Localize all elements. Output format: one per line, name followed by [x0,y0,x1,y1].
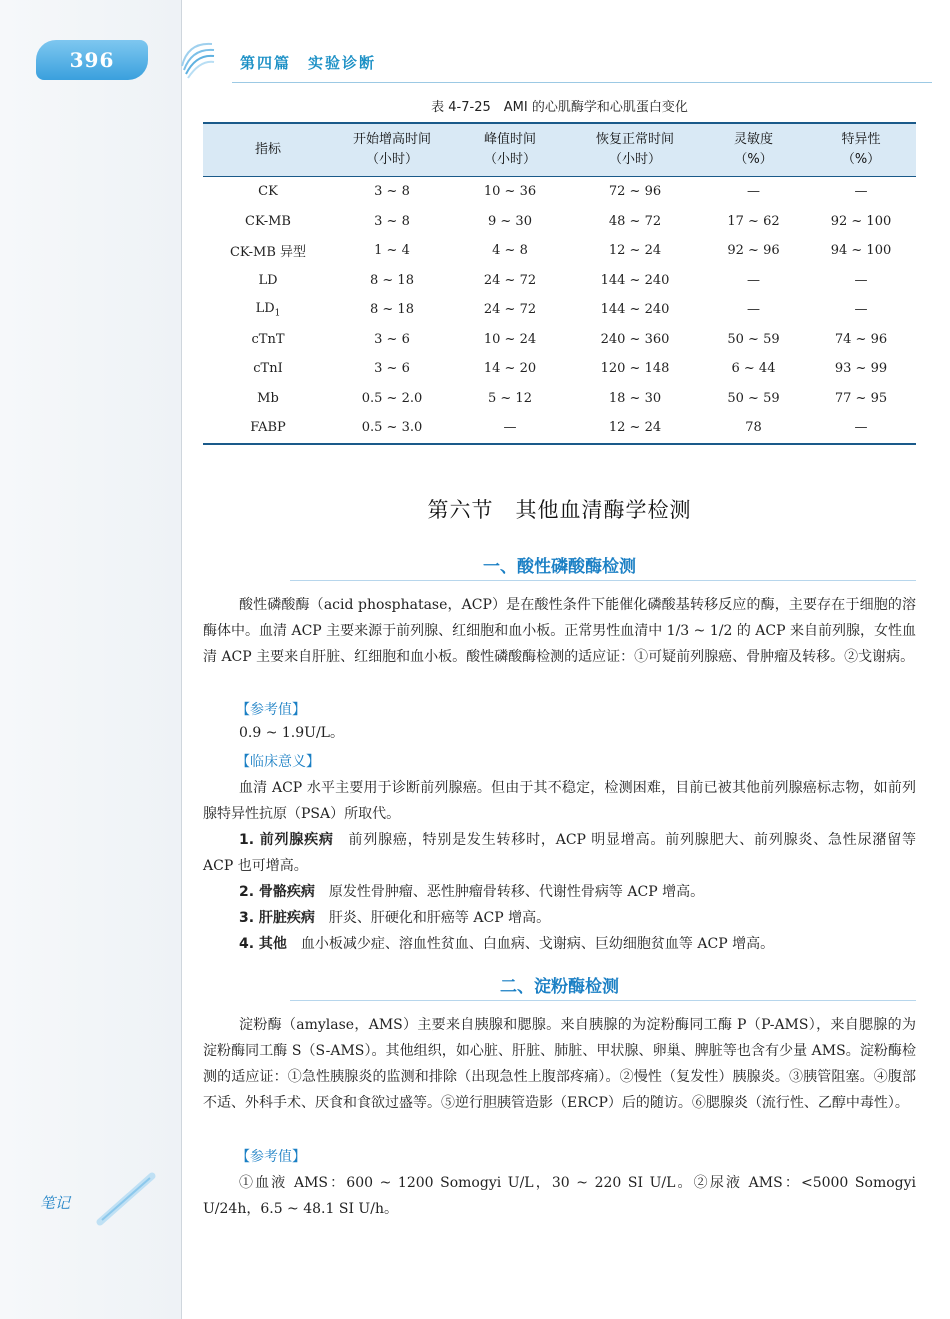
acp-item-bone: 2. 骨骼疾病 原发性骨肿瘤、恶性肿瘤骨转移、代谢性骨病等 ACP 增高。 [239,884,705,900]
cell-peak: 4 ~ 8 [492,243,528,259]
table-row [203,384,916,414]
table-row [203,354,916,384]
cell-peak: 24 ~ 72 [483,302,537,318]
cell-recovery: 120 ~ 148 [600,361,670,377]
cell-onset: 3 ~ 8 [374,213,410,229]
cell-peak: 24 ~ 72 [483,272,537,288]
margin-sidebar [0,0,182,1319]
cell-specificity: 92 ~ 100 [830,213,892,229]
acp-clinical-paragraph: 血清 ACP 水平主要用于诊断前列腺癌。但由于其不稳定，检测困难，目前已被其他前列腺癌标志物，如前列腺特异性抗原（PSA）所取代。 [203,780,916,822]
ams-intro-paragraph: 淀粉酶（amylase，AMS）主要来自胰腺和腮腺。来自胰腺的为淀粉酶同工酶 P（P-AMS），来自腮腺的为淀粉酶同工酶 S（S-AMS）。其他组织，如心脏、肝脏、肺脏、甲状腺、卵巢、脾脏等也含有少量 AMS。淀粉酶检测的适应证：①急性胰腺炎的监测和排除（出现急性上腹部疼痛）。②慢性（复发性）胰腺炎。③胰管阻塞。④腹部不适、外科手术、厌食和食欲过盛等。⑤逆行胆胰管造影（ERCP）后的随访。⑥腮腺炎（流行性、乙醇中毒性）。 [203,1017,916,1111]
cell-sensitivity: 6 ~ 44 [731,361,776,377]
cell-peak: 14 ~ 20 [483,361,537,377]
column-header: 恢复正常时间 （小时） [569,123,701,177]
table-row [203,177,916,207]
table-row [203,266,916,296]
cell-sensitivity: — [747,184,760,200]
section-title: 第六节 其他血清酶学检测 [427,498,692,522]
page-number-badge: 396 [36,40,148,80]
cell-recovery: 144 ~ 240 [600,272,670,288]
column-header: 峰值时间 （小时） [451,123,569,177]
cell-sensitivity: 50 ~ 59 [727,390,780,406]
cell-sensitivity: — [747,272,760,288]
cell-recovery: 144 ~ 240 [600,302,670,318]
cell-indicator: cTnT [251,331,285,347]
cell-sensitivity: 17 ~ 62 [727,213,780,229]
header-rule [232,82,932,83]
acp-intro-paragraph: 酸性磷酸酶（acid phosphatase，ACP）是在酸性条件下能催化磷酸基转移反应的酶，主要存在于细胞的溶酶体中。血清 ACP 主要来源于前列腺、红细胞和血小板。正常男性血清中 1/3 ~ 1/2 的 ACP 来自前列腺，女性血清 ACP 主要来自肝脏、红细胞和血小板。酸性磷酸酶检测的适应证：①可疑前列腺癌、骨肿瘤及转移。②戈谢病。 [203,597,916,665]
cell-indicator: Mb [257,390,279,406]
table-row [203,295,916,325]
subsection-title-ams: 二、淀粉酶检测 [500,977,619,997]
table-row [203,236,916,266]
cell-recovery: 240 ~ 360 [600,331,670,347]
cell-onset: 3 ~ 8 [374,184,410,200]
acp-item-prostate: 1. 前列腺疾病 前列腺癌，特别是发生转移时，ACP 明显增高。前列腺肥大、前列腺炎、急性尿潴留等 ACP 也可增高。 [203,832,916,874]
ams-reference-value: ①血液 AMS：600 ~ 1200 Somogyi U/L，30 ~ 220 SI U/L。②尿液 AMS：<5000 Somogyi U/24h，6.5 ~ 48.1 SI U/h。 [203,1175,916,1217]
cell-onset: 1 ~ 4 [374,243,410,259]
cardiac-markers-table [203,122,916,445]
cell-indicator: FABP [203,413,333,444]
cell-indicator: CK-MB 异型 [229,245,307,261]
table-row [203,207,916,237]
cell-sensitivity: 92 ~ 96 [727,243,780,259]
cell-specificity: — [854,272,868,288]
swirl-logo-icon [178,36,218,82]
cell-specificity: 93 ~ 99 [834,361,888,377]
notes-label: 笔记 [40,1194,71,1212]
cell-recovery: 12 ~ 24 [569,413,701,444]
table-caption: 表 4-7-25 AMI 的心肌酶学和心肌蛋白变化 [431,100,688,115]
cell-onset: 8 ~ 18 [370,272,414,288]
cell-peak: 10 ~ 24 [483,331,537,347]
cell-onset: 0.5 ~ 2.0 [361,390,423,406]
acp-reference-value: 0.9 ~ 1.9U/L。 [239,725,344,741]
column-header: 特异性 （%） [806,123,916,177]
chapter-title: 第四篇 实验诊断 [240,54,377,72]
ams-reference-tag: 【参考值】 [236,1149,306,1165]
cell-recovery: 12 ~ 24 [608,243,662,259]
cell-recovery: 18 ~ 30 [608,390,662,406]
table-row [203,325,916,355]
subsection-rule [290,580,916,581]
cell-onset: 8 ~ 18 [370,302,414,318]
acp-item-other: 4. 其他 血小板减少症、溶血性贫血、白血病、戈谢病、巨幼细胞贫血等 ACP 增高。 [239,936,775,952]
table-row [203,413,916,444]
column-header: 指标 [203,123,333,177]
cell-peak: — [451,413,569,444]
cell-peak: 9 ~ 30 [488,213,532,229]
acp-clinical-tag: 【临床意义】 [236,754,320,770]
margin-divider [181,0,182,1319]
cell-sensitivity: 78 [701,413,806,444]
cell-sensitivity: 50 ~ 59 [727,331,780,347]
column-header: 开始增高时间 （小时） [333,123,451,177]
cell-indicator: LD [258,272,278,288]
column-header: 灵敏度 （%） [701,123,806,177]
cell-indicator: cTnI [253,361,283,377]
cell-onset: 3 ~ 6 [374,361,410,377]
subsection-title-acp: 一、酸性磷酸酶检测 [483,557,636,577]
cell-indicator: CK-MB [245,213,291,229]
cell-recovery: 72 ~ 96 [608,184,662,200]
acp-reference-tag: 【参考值】 [236,702,306,718]
table-body [203,177,916,444]
cell-indicator: CK [258,184,278,200]
cell-recovery: 48 ~ 72 [608,213,662,229]
cell-specificity: 77 ~ 95 [834,390,888,406]
cell-onset: 3 ~ 6 [374,331,410,347]
subsection-rule [290,1000,916,1001]
cell-onset: 0.5 ~ 3.0 [333,413,451,444]
cell-specificity: — [854,302,868,318]
cell-specificity: 74 ~ 96 [834,331,888,347]
cell-specificity: — [854,184,868,200]
cell-specificity: — [806,413,916,444]
acp-item-liver: 3. 肝脏疾病 肝炎、肝硬化和肝癌等 ACP 增高。 [239,910,551,926]
cell-sensitivity: — [747,302,760,318]
cell-peak: 5 ~ 12 [488,390,532,406]
cell-peak: 10 ~ 36 [483,184,537,200]
cell-specificity: 94 ~ 100 [830,243,892,259]
table-header-row [203,123,916,177]
cell-indicator: $LD_1$ [255,300,281,319]
